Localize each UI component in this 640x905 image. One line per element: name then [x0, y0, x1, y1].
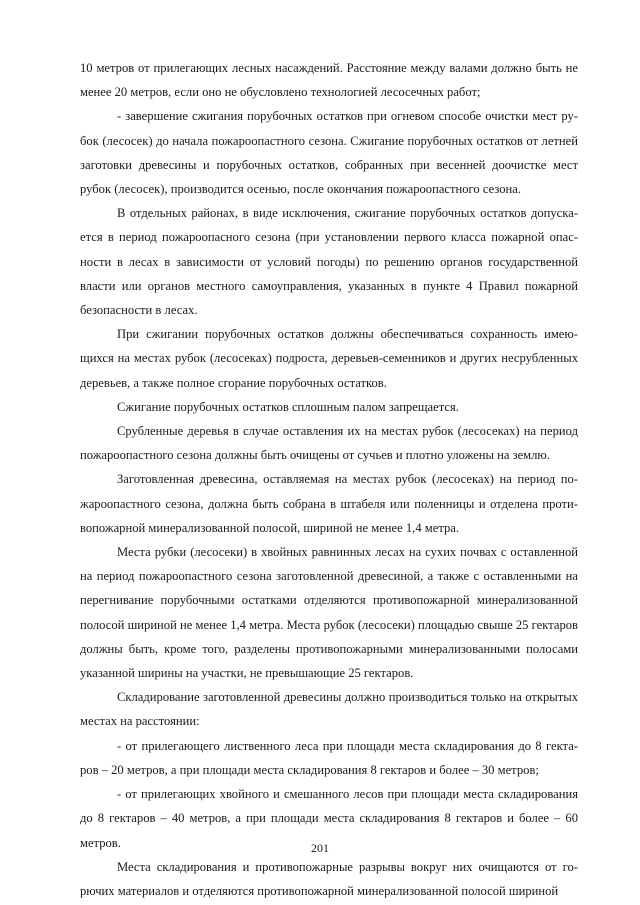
paragraph-4: При сжигании порубочных остатков должны обеспечиваться сохранность имеющихся на местах рубок (лесосеках) подроста, деревьев-семенников и других несрубленных деревьев, а также полное сгорание порубочных остатков.: [80, 327, 578, 390]
paragraph-5: Сжигание порубочных остатков сплошным палом запрещается.: [117, 399, 459, 414]
paragraph-2: - завершение сжигания порубочных остатков при огневом способе очистки мест рубок (лесосек) до начала пожароопастного сезона. Сжигание порубочных остатков от летней заготовки древесины и порубочных остатков, собранных при весенней доочистке мест рубок (лесосек), производится осенью, после окончания пожароопастного сезона.: [80, 109, 578, 197]
paragraph-3: В отдельных районах, в виде исключения, сжигание порубочных остатков допускается в период пожароопасного сезона (при установлении первого класса пожарной опасности в лесах в зависимости от условий погоды) по решению органов государственной власти или органов местного самоуправления, указанных в пункте 4 Правил пожарной безопасности в лесах.: [80, 206, 578, 318]
document-body: [80, 56, 578, 903]
paragraph-8: Места рубки (лесосеки) в хвойных равнинных лесах на сухих почвах с оставленной на период пожароопастного сезона заготовленной древесиной, а также с оставленными на перегнивание порубочными остатками отделяются противопожарной минерализованной полосой шириной не менее 1,4 метра. Места рубок (лесосеки) площадью свыше 25 гектаров должны быть, кроме того, разделены противопожарными минерализованными полосами указанной ширины на участки, не превышающие 25 гектаров.: [80, 545, 578, 681]
paragraph-11: - от прилегающих хвойного и смешанного лесов при площади места складирования до 8 гектаров – 40 метров, а при площади места складирования 8 гектаров и более – 60 метров.: [80, 787, 578, 850]
paragraph-12: Места складирования и противопожарные разрывы вокруг них очищаются от горючих материалов и отделяются противопожарной минерализованной полосой шириной: [80, 859, 578, 898]
page-number: 201: [311, 841, 329, 855]
paragraph-9: Складирование заготовленной древесины должно производиться только на открытых местах на расстоянии:: [80, 690, 578, 729]
paragraph-10: - от прилегающего лиственного леса при площади места складирования до 8 гектаров – 20 метров, а при площади места складирования 8 гектаров и более – 30 метров;: [80, 738, 578, 777]
paragraph-6: Срубленные деревья в случае оставления их на местах рубок (лесосеках) на период пожароопастного сезона должны быть очищены от сучьев и плотно уложены на землю.: [80, 424, 578, 463]
paragraph-7: Заготовленная древесина, оставляемая на местах рубок (лесосеках) на период пожароопастного сезона, должна быть собрана в штабеля или поленницы и отделена противопожарной минерализованной полосой, шириной не менее 1,4 метра.: [80, 472, 578, 535]
paragraph-1: 10 метров от прилегающих лесных насаждений. Расстояние между валами должно быть не менее 20 метров, если оно не обусловлено технологией лесосечных работ;: [80, 61, 578, 100]
